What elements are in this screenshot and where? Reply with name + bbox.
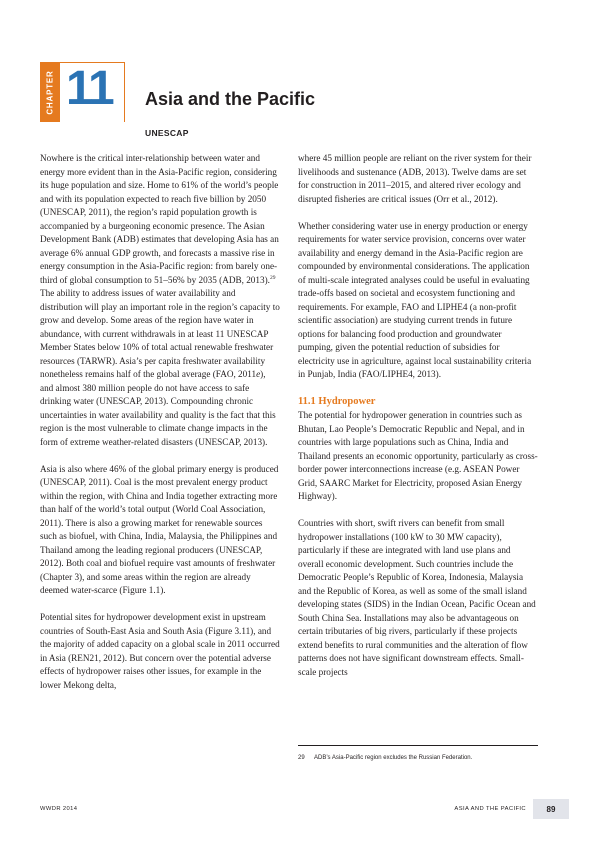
chapter-label: CHAPTER xyxy=(45,69,55,115)
footer-chapter-title: ASIA AND THE PACIFIC xyxy=(454,806,526,812)
paragraph: Nowhere is the critical inter-relationship between water and energy more evident than in the Asia-Pacific region, considering its huge population and size. Home to 61% of the world’s people and with its population expected to reach five billion by 2050 (UNESCAP, 2011), the region’s rapid population growth is accompanied by a burgeoning economic presence. The Asian Development Bank (ADB) estimates that developing Asia has an average 6% annual GDP growth, and forecasts a massive rise in energy consumption in the Asia-Pacific region: from barely one-third of global consumption to 51–56% by 2035 (ADB, 2013).$^{29}$ The ability to address issues of water availability and distribution will play an important role in the region’s capacity to grow and develop. Some areas of the region have water in abundance, with current withdrawals in at least 11 UNESCAP Member States below 10% of total actual renewable freshwater resources (TARWR). Asia’s per capita freshwater availability nonetheless remains half of the global average (FAO, 2011e), and almost 380 million people do not have access to safe drinking water (UNESCAP, 2013). Compounding chronic uncertainties in water availability and quality is the fact that this region is the most vulnerable to climate change impacts in the form of extreme weather-related disasters (UNESCAP, 2013). xyxy=(40,153,280,447)
paragraph: where 45 million people are reliant on the river system for their livelihoods and sustenance (ADB, 2013). Twelve dams are set for construction in 2011–2015, and altered river ecology and disrupted fisheries are critical issues (Orr et al., 2012). xyxy=(298,153,532,204)
paragraph: Whether considering water use in energy production or energy requirements for water service provision, concerns over water availability and energy demand in the Asia-Pacific region are compounded by environmental considerations. The application of multi-scale integrated analyses could be useful in evaluating trade-offs based on societal and ecosystem functioning and requirements. For example, FAO and LIPHE4 (a non-profit scientific association) are studying current trends in future options for balancing food production and groundwater pumping, given the potential reduction of subsidies for electricity use in agriculture, against local sustainability criteria in Punjab, India (FAO/LIPHE4, 2013). xyxy=(298,220,532,379)
right-column xyxy=(298,152,538,679)
page-number: 89 xyxy=(533,799,569,819)
chapter-number: 11 xyxy=(66,62,113,115)
paragraph: The potential for hydropower generation in countries such as Bhutan, Lao People’s Democratic Republic and Nepal, and in countries with large populations such as China, India and Thailand presents an economic opportunity, particularly as cross-border power interconnections increase (e.g. ASEAN Power Grid, SAARC Market for Electricity, proposed Asian Energy Highway). xyxy=(298,410,538,501)
footnote xyxy=(298,755,538,761)
left-column xyxy=(40,152,280,692)
chapter-title: Asia and the Pacific xyxy=(145,89,316,109)
chapter-author: UNESCAP xyxy=(145,128,189,138)
footnote-number: 29 xyxy=(298,755,305,761)
footnote-ref: 29 xyxy=(269,274,276,281)
paragraph: Countries with short, swift rivers can benefit from small hydropower installations (100 kW to 30 MW capacity), particularly if these are integrated with land use plans and overall economic development. Such countries include the Democratic People’s Republic of Korea, Indonesia, Malaysia and the Republic of Korea, as well as some of the small island developing states (SIDS) in the Indian Ocean, Pacific Ocean and South China Sea. Installations may also be advantageous on certain tributaries of big rivers, particularly if these projects extend benefits to rural communities and the alteration of flow patterns does not have significant downstream effects. Small-scale projects xyxy=(298,518,536,677)
footnote-divider xyxy=(298,745,538,746)
footer-publication: WWDR 2014 xyxy=(40,806,78,812)
paragraph: Potential sites for hydropower development exist in upstream countries of South-East Asia and South Asia (Figure 3.11), and the majority of added capacity on a global scale in 2011 occurred in Asia (REN21, 2012). But concern over the potential adverse effects of hydropower raises other issues, for example in the lower Mekong delta, xyxy=(40,612,280,690)
paragraph: Asia is also where 46% of the global primary energy is produced (UNESCAP, 2011). Coal is the most prevalent energy product within the region, with China and India together extracting more than half of the world’s total output (World Coal Association, 2011). There is also a growing market for renewable sources such as biofuel, with China, India, Malaysia, the Philippines and Thailand among the leading regional producers (UNESCAP, 2012). Both coal and biofuel require vast amounts of freshwater (Chapter 3), and some areas within the region are already deemed water-scarce (Figure 1.1). xyxy=(40,463,279,595)
section-heading: 11.1 Hydropower xyxy=(298,396,376,407)
footnote-text: ADB’s Asia-Pacific region excludes the Russian Federation. xyxy=(314,755,473,761)
